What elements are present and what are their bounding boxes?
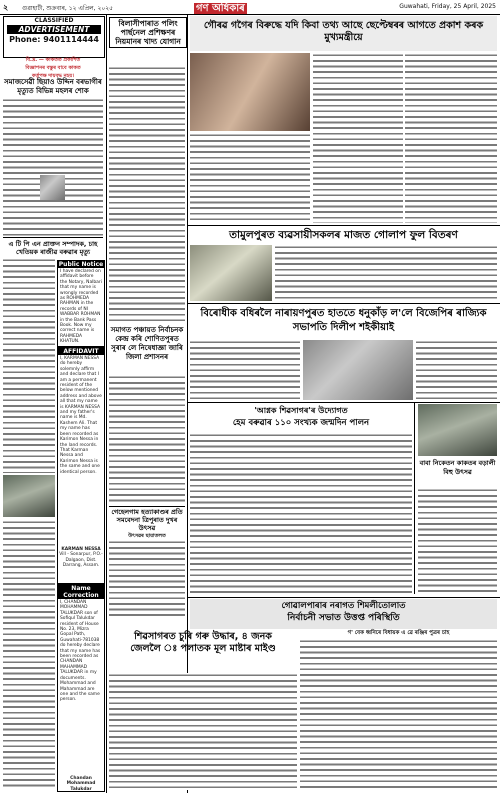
col1-headline-1: সমাজসেৱী ছিয়াও উদ্দিন বৰভাগীৰ মৃত্যুত বিভিন্ন মহলৰ শোক (4, 78, 102, 95)
classified-disclaimer (3, 57, 103, 77)
col1-body-2 (3, 258, 55, 473)
news-photo (3, 475, 55, 517)
logo-text: গণ অধিকাৰ (196, 3, 245, 14)
col1-body-1 (3, 98, 103, 236)
date-bengali: গুৱাহাটী, শুক্ৰবাৰ, ১২ এপ্ৰিল, ২০২৫ (22, 5, 114, 12)
story2-photo (190, 245, 272, 301)
classified-title: CLASSIFIED (34, 17, 74, 24)
col2-body-1 (109, 66, 185, 321)
date-english: Guwahati, Friday, 25 April, 2025 (399, 3, 496, 10)
col2-headline-1: বিলাসীপাৰাত পলিং পাৰ্ছনেল প্ৰশিক্ষণৰ নিয়মানৰ খাদ্য যোগান (109, 17, 187, 48)
column-rule (414, 402, 415, 594)
masthead (0, 0, 500, 15)
col2-headline-2: সমাগত পঞ্চায়ত নিৰ্বাচনক কেন্দ্ৰ কৰি শোণিতপুৰত সুৰাৰ লে নিষেধাজ্ঞা জাৰি জিলা প্ৰশাসনৰ (110, 326, 184, 361)
disclaimer-line: বি.দ্ৰ. — কাকতত প্ৰকাশিত (25, 57, 81, 63)
page-number: ২ (3, 3, 9, 12)
story5-body (300, 639, 497, 790)
story3-photo (303, 340, 413, 400)
sidebar-body (418, 488, 497, 594)
affidavit-title: AFFIDAVIT (58, 348, 104, 355)
col2-headline-3: গেহেলগাম হত্যাকাণ্ডৰ প্ৰতি সমবেদনা ত্ৰিপুৰাত দুখৰ উৎসৱ (111, 508, 183, 532)
affidavit-box (57, 347, 105, 584)
lead-headline-box (190, 16, 497, 51)
divider (188, 597, 500, 598)
story6-headline-1: শিৱসাগৰত চুৰি গৰু উদ্ধাৰ, ৪ জনক (134, 631, 272, 642)
name-correction-signature: Chandan Mohammad Talukdar (66, 776, 96, 792)
story5-headline-2: নিৰ্বাচনী সভাত উত্তপ্ত পৰিস্থিতি (287, 613, 400, 623)
public-notice-box (57, 260, 105, 347)
col2-body-3 (109, 540, 185, 620)
public-notice-title: Public Notice (58, 261, 104, 268)
story4-headline-2: হেম বৰুৱাৰ ১১০ সংখ্যক জন্মদিন পালন (232, 418, 370, 428)
portrait-photo (40, 175, 65, 200)
col2-subhead-3: উৎসৱৰ ছায়াতলত (128, 533, 166, 539)
classified-phone: Phone: 9401114444 (9, 35, 99, 44)
story2-headline: তামুলপুৰত ব্যৱসায়ীসকলৰ মাজত গোলাপ ফুল বিতৰণ (229, 229, 458, 241)
disclaimer-line: বিজ্ঞাপনৰ বস্তুৰ বাবে কাকত (25, 65, 81, 71)
sidebar-photo (418, 404, 497, 456)
story5-subhead: গ' বেক ধ্বনিৰে বিধায়ক এ ৱে ৰঞ্জিৰ পুত্ৰৰ চাহ (347, 630, 450, 636)
lead-body-3 (405, 53, 497, 223)
divider (109, 506, 185, 507)
story3-headline: বিৰোধীক বধিৰলৈ নাৰায়ণপুৰত হাততে ধনুকাঁড় ল'লে বিজেপিৰ ৰাজ্যিক সভাপতি দিলীপ শইকীয়াই (200, 308, 487, 333)
story4-headline-1: 'আগ্নক শিৱসাগৰ'ৰ উদ্যোগত (254, 406, 348, 415)
divider (188, 225, 500, 226)
story5-headline-1: গোৱালপাৰাৰ নৰাগত শিমলীতোলাত (281, 601, 406, 611)
column-rule (106, 15, 107, 793)
name-correction-box (57, 584, 105, 792)
story4-body (190, 433, 412, 595)
story6-headline-box (109, 628, 297, 670)
public-notice-body: I have declared on affidavit before the Notary, Nalbari that my name is wrongly recorded as ROHMEDA RAHMAN in the records of NI WABBAR ROHMAN in the Bank Pass Book. Now my correct name is RAHMEDA KHATUN. (60, 269, 102, 345)
lead-photo (190, 53, 310, 131)
sidebar-headline: বাবা নিকেতন কাকতৰ বড়ালী বিহু উৎসৱ (419, 459, 496, 476)
col2-body-2 (109, 375, 185, 505)
story6-body (109, 673, 297, 790)
affidavit-body: I, KARMAN NESSA do hereby solemnly affirm and declare that I am a permanent resident of the below mentioned address and above all that my name is KARMAN NESSA and my father's name is Md. Kashem Ali. That my name has been recorded as Karimon Nessa in the land records. That Karman Nessa and Karimon Nessa is the same and one identical person. (60, 356, 102, 475)
lead-headline: গৌৰৱ গগৈৰ বিৰুদ্ধে যদি কিবা তথ্য আছে ছেপ্টেম্বৰৰ আগতে প্ৰকাশ কৰক মুখ্যমন্ত্ৰীয়ে (203, 20, 484, 43)
divider (3, 237, 103, 238)
name-correction-body: I, CHANDAN MOHAMMAD TALUKDAR son of Sofiqul Talukdar resident of House No. 23, Mizra Gopal Path, Guwahati-781038 do hereby declare that my name has been recorded as CHANDAN MAHAMMAD TALUKDAR in my documents. Mohammad and Mahammad are one and the same person. (60, 600, 101, 703)
lead-body-1 (190, 133, 310, 223)
story6-headline-2: জেললৈ ঃ পলাতক মূল মাষ্টাৰ মাইণ্ড (130, 643, 276, 654)
affidavit-address: Vill - Sonarpur, P.O.- Dalgaon, Dist. Darrang, Assam. (59, 552, 103, 569)
lead-body-2 (313, 53, 403, 223)
col1-body-3 (3, 520, 55, 790)
classified-ad-box (3, 16, 105, 58)
story3-body-1 (190, 340, 300, 400)
story3-body-2 (416, 340, 497, 400)
story5-headline-box (190, 599, 497, 629)
disclaimer-line: কৰ্তৃপক্ষ দায়বদ্ধ নহয়। (32, 73, 74, 79)
divider (188, 402, 500, 403)
story2-body (275, 245, 497, 301)
col1-headline-2: এ টি পি এন প্ৰাক্তন সম্পাদক, চাহ খেতিয়ক ৰাজীৱ বৰুৱাৰ মৃত্যু (8, 240, 98, 256)
classified-label: ADVERTISEMENT (7, 25, 101, 34)
divider (188, 303, 500, 304)
affidavit-signature: KARMAN NESSA (61, 547, 101, 552)
name-correction-title: Name Correction (58, 585, 104, 599)
